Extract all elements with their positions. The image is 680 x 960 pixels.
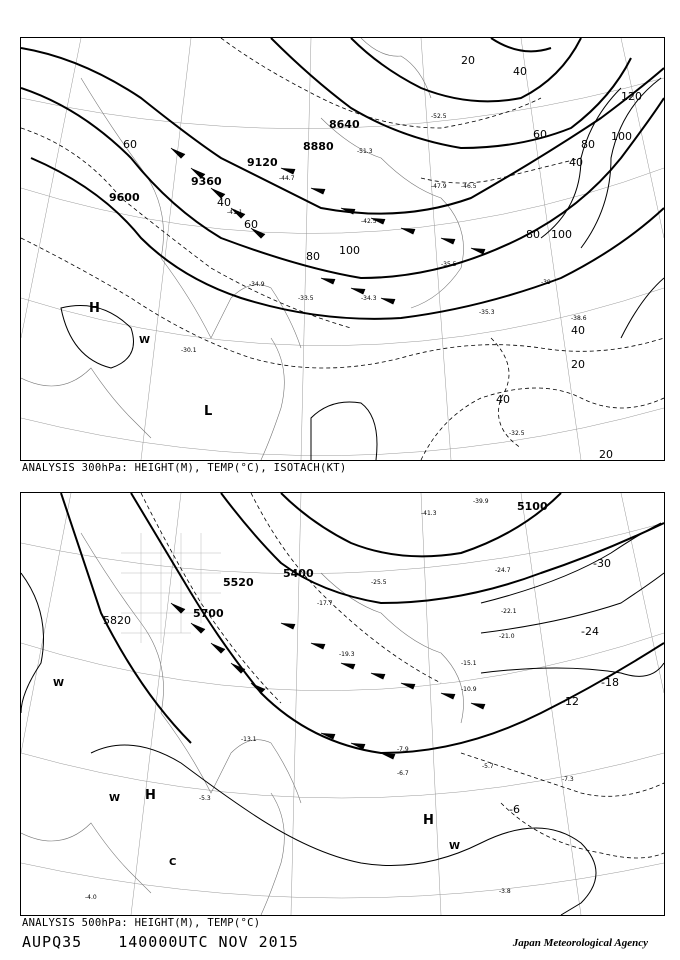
temp-label: -19.3 — [339, 651, 355, 658]
isotherm-label: -18 — [601, 676, 619, 689]
height-label: 5520 — [223, 576, 254, 589]
height-label: 9360 — [191, 175, 222, 188]
temp-label: -15.1 — [461, 660, 477, 667]
isotach-label: 60 — [533, 128, 547, 141]
temp-label: -51.3 — [357, 148, 373, 155]
temp-label: -39 — [541, 279, 551, 286]
isotherm-label: -24 — [581, 625, 599, 638]
temp-label: -32.5 — [509, 430, 525, 437]
map-panel-300hpa — [20, 37, 665, 461]
isotherm-lines-solid — [21, 523, 664, 915]
isotach-label: 40 — [513, 65, 527, 78]
high-center: H — [89, 301, 100, 316]
map-300hpa-svg — [21, 38, 664, 460]
isotach-label: 80 — [581, 138, 595, 151]
high-center: H — [423, 813, 434, 828]
warm-center: W — [449, 841, 461, 852]
isotherm-lines-dashed — [141, 493, 664, 858]
temp-label: -13.1 — [241, 736, 257, 743]
isotherm-label: -12 — [561, 695, 579, 708]
temp-label: -41.3 — [421, 510, 437, 517]
temp-label: -44.7 — [279, 175, 295, 182]
temp-label: -35.3 — [479, 309, 495, 316]
temp-label: -22.1 — [501, 608, 517, 615]
isotach-label: 60 — [123, 138, 137, 151]
height-label: 9600 — [109, 191, 140, 204]
caption-500hpa: ANALYSIS 500hPa: HEIGHT(M), TEMP(°C) — [22, 917, 261, 929]
map-panel-500hpa — [20, 492, 665, 916]
height-labels-500 — [103, 500, 548, 627]
height-label: 8880 — [303, 140, 334, 153]
isotach-label: 100 — [339, 244, 360, 257]
temp-label: -38.6 — [571, 315, 587, 322]
temp-label: -17.7 — [317, 600, 333, 607]
temp-label: -21.0 — [499, 633, 515, 640]
height-contours — [61, 493, 664, 753]
isotach-label: 20 — [461, 54, 475, 67]
height-label: 5100 — [517, 500, 548, 513]
valid-time: 140000UTC NOV 2015 — [118, 933, 299, 951]
warm-center: W — [53, 678, 65, 689]
temp-label: -46.5 — [461, 183, 477, 190]
coastlines — [21, 533, 464, 915]
low-center: L — [204, 404, 213, 419]
isotach-label: 40 — [569, 156, 583, 169]
isotach-label: 100 — [611, 130, 632, 143]
isotach-label: 40 — [217, 196, 231, 209]
isotach-label: 40 — [496, 393, 510, 406]
cold-center: C — [169, 857, 177, 868]
isotach-label: 40 — [571, 324, 585, 337]
temp-label: -39.9 — [473, 498, 489, 505]
temp-label: -42.5 — [361, 218, 377, 225]
high-center: H — [145, 788, 156, 803]
temp-label: -4.0 — [85, 894, 97, 901]
temp-label: -7.3 — [562, 776, 574, 783]
temp-label: -30.1 — [181, 347, 197, 354]
temp-label: -6.7 — [397, 770, 409, 777]
temp-label: -52.5 — [431, 113, 447, 120]
isotach-label: 120 — [621, 90, 642, 103]
temp-label: -33.5 — [298, 295, 314, 302]
warm-center: W — [109, 793, 121, 804]
agency-name: Japan Meteorological Agency — [512, 937, 648, 949]
temp-label: -5.3 — [199, 795, 211, 802]
isotach-label: 20 — [571, 358, 585, 371]
isotach-label: 20 — [599, 448, 613, 460]
isotherm-label: -30 — [593, 557, 611, 570]
hatched-area — [121, 533, 221, 643]
temp-label: -34.3 — [361, 295, 377, 302]
height-contours — [21, 38, 664, 319]
isotach-label: 80 — [526, 228, 540, 241]
temp-label: -24.7 — [495, 567, 511, 574]
chart-identifier — [22, 933, 325, 951]
isotherm-label: -6 — [509, 803, 520, 816]
isotach-label: 60 — [244, 218, 258, 231]
height-label: 5400 — [283, 567, 314, 580]
chart-id: AUPQ35 — [22, 933, 83, 951]
isotach-label: 80 — [306, 250, 320, 263]
temp-label: -25.5 — [371, 579, 387, 586]
height-label: 5820 — [103, 614, 131, 627]
temp-label: -5.7 — [482, 763, 494, 770]
wind-barbs — [171, 148, 485, 304]
height-label: 8640 — [329, 118, 360, 131]
caption-300hpa: ANALYSIS 300hPa: HEIGHT(M), TEMP(°C), ISOTACH(KT) — [22, 462, 347, 474]
isotach-labels-300 — [123, 54, 642, 460]
warm-center: W — [139, 335, 151, 346]
map-500hpa-svg — [21, 493, 664, 915]
coastlines — [21, 38, 464, 460]
temp-label: -7.9 — [397, 746, 409, 753]
pressure-centers-300 — [89, 301, 212, 419]
temp-label: -10.9 — [461, 686, 477, 693]
temp-label: -3.8 — [499, 888, 511, 895]
isotach-label: 100 — [551, 228, 572, 241]
temp-label: -41.1 — [227, 209, 243, 216]
temp-label: -34.9 — [249, 281, 265, 288]
height-label: 5700 — [193, 607, 224, 620]
height-label: 9120 — [247, 156, 278, 169]
temp-label: -47.9 — [431, 183, 447, 190]
temp-label: -35.5 — [441, 261, 457, 268]
